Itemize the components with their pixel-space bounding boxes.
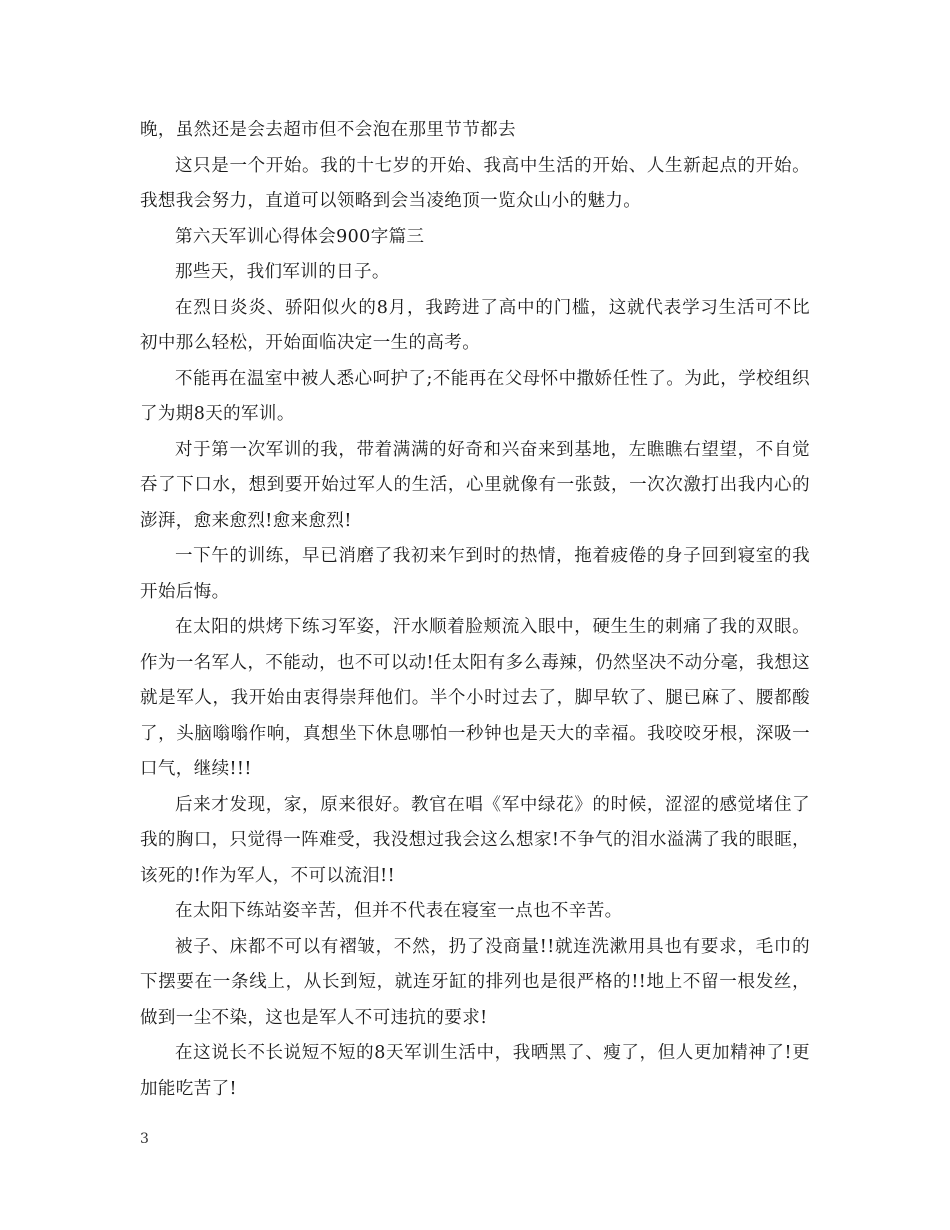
page-number: 3 [140, 1131, 149, 1147]
paragraph: 后来才发现，家，原来很好。教官在唱《军中绿花》的时候，涩涩的感觉堵住了我的胸口，只觉得一阵难受，我没想过我会这么想家!不争气的泪水溢满了我的眼眶，该死的!作为军人，不可以流泪!! [140, 794, 810, 886]
paragraph: 在太阳的烘烤下练习军姿，汗水顺着脸颊流入眼中，硬生生的刺痛了我的双眼。作为一名军人，不能动，也不可以动!任太阳有多么毒辣，仍然坚决不动分毫，我想这就是军人，我开始由衷得崇拜他们。半个小时过去了，脚早软了、腿已麻了、腰都酸了，头脑嗡嗡作响，真想坐下休息哪怕一秒钟也是天大的幸福。我咬咬牙根，深吸一口气，继续!!! [140, 617, 810, 779]
document-body [140, 113, 810, 1107]
paragraph-continuation: 晚，虽然还是会去超市但不会泡在那里节节都去 [140, 120, 516, 140]
paragraph: 不能再在温室中被人悉心呵护了;不能再在父母怀中撒娇任性了。为此，学校组织了为期8天的军训。 [140, 368, 810, 424]
paragraph: 对于第一次军训的我，带着满满的好奇和兴奋来到基地，左瞧瞧右望望，不自觉吞了下口水，想到要开始过军人的生活，心里就像有一张鼓，一次次激打出我内心的澎湃，愈来愈烈!愈来愈烈! [140, 439, 810, 531]
paragraph: 一下午的训练，早已消磨了我初来乍到时的热情，拖着疲倦的身子回到寝室的我开始后悔。 [140, 546, 810, 602]
paragraph: 在这说长不长说短不短的8天军训生活中，我晒黑了、瘦了，但人更加精神了!更加能吃苦了! [140, 1043, 810, 1099]
paragraph: 在太阳下练站姿辛苦，但并不代表在寝室一点也不辛苦。 [175, 901, 623, 921]
paragraph: 那些天，我们军训的日子。 [175, 262, 390, 282]
section-heading: 第六天军训心得体会900字篇三 [175, 226, 425, 247]
paragraph: 这只是一个开始。我的十七岁的开始、我高中生活的开始、人生新起点的开始。我想我会努力，直道可以领略到会当凌绝顶一览众山小的魅力。 [140, 155, 810, 211]
paragraph: 在烈日炎炎、骄阳似火的8月，我跨进了高中的门槛，这就代表学习生活可不比初中那么轻松，开始面临决定一生的高考。 [140, 297, 810, 353]
paragraph: 被子、床都不可以有褶皱，不然，扔了没商量!!就连洗漱用具也有要求，毛巾的下摆要在一条线上，从长到短，就连牙缸的排列也是很严格的!!地上不留一根发丝，做到一尘不染，这也是军人不可违抗的要求! [140, 936, 810, 1028]
